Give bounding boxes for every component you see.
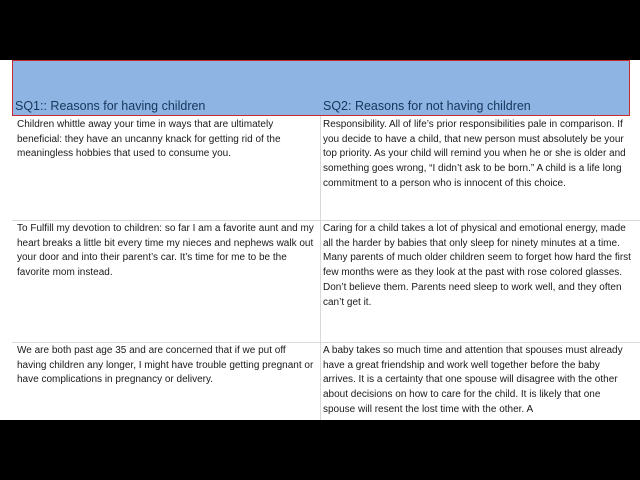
table-cell-reason-for-2: To Fulfill my devotion to children: so far I am a favorite aunt and my heart breaks a little bit every time my nieces and nephews walk out your door and into their parent’s car. It’s time for me to be the favorite mom instead.: [17, 223, 314, 279]
column-divider: [320, 116, 321, 420]
header-reasons-for: SQ1:: Reasons for having children: [15, 99, 206, 113]
header-reasons-against: SQ2: Reasons for not having children: [323, 99, 531, 113]
table-cell-reason-against-2: Caring for a child takes a lot of physical and emotional energy, made all the harder by babies that only sleep for ninety minutes at a time. Many parents of much older children seem to forget how hard the first few months were as they look at the past with rose colored glasses. Don’t believe them. Parents need sleep to work well, and they often can’t get it.: [323, 223, 631, 308]
table-header-row[interactable]: [12, 60, 630, 116]
row-divider: [12, 342, 640, 343]
table-cell-reason-against-3: A baby takes so much time and attention that spouses must already have a great friendship and work well together before the baby arrives. It is a certainty that one spouse will disagree with the other about decisions on how to care for the child. It is likely that one spouse will resent the lost time with the other. A: [323, 345, 623, 415]
row-divider: [12, 220, 640, 221]
table-cell-reason-for-3: We are both past age 35 and are concerned that if we put off having children any longer, I might have trouble getting pregnant or have complications in pregnancy or delivery.: [17, 345, 314, 386]
comparison-table: [12, 60, 640, 420]
table-cell-reason-for-1: Children whittle away your time in ways that are ultimately beneficial: they have an uncanny knack for getting rid of the meaningless hobbies that used to consume you.: [17, 119, 281, 160]
table-cell-reason-against-1: Responsibility. All of life’s prior responsibilities pale in comparison. If you decide to have a child, that new person must absolutely be your top priority. As your child will remind you when he or she is older and something goes wrong, “I didn’t ask to be born.” A child is a life long commitment to a person who is innocent of this choice.: [323, 119, 626, 189]
document-screen: [0, 60, 640, 420]
